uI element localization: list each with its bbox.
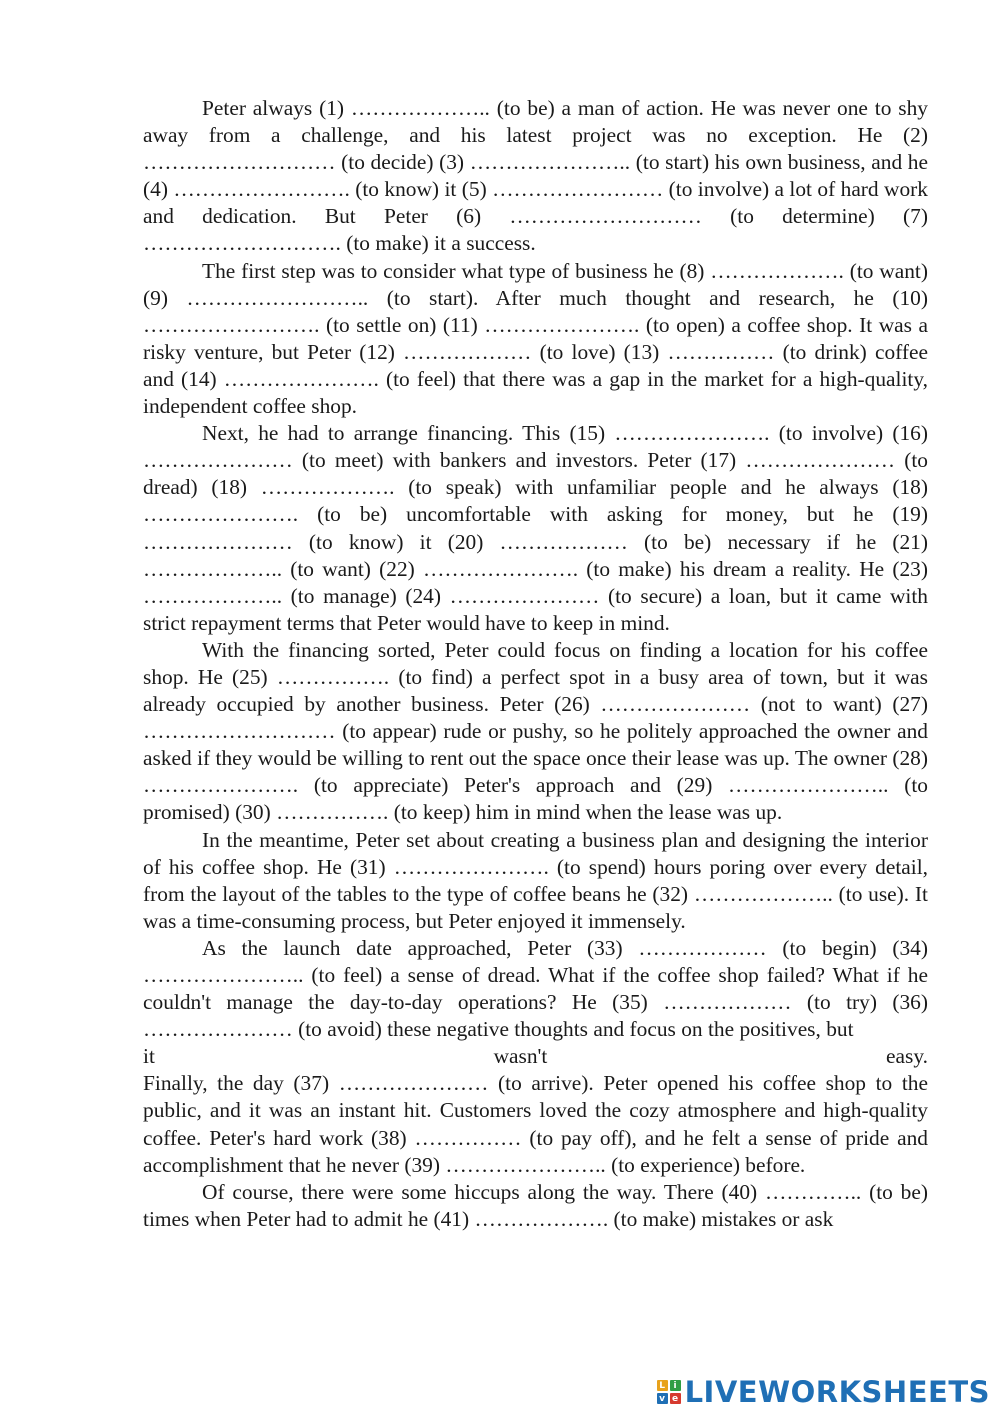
logo-tile-3: v [657, 1393, 668, 1404]
paragraph-1: Peter always (1) ……………….. (to be) a man of action. He was never one to shy away from a challenge, and his latest project was no exception. He (2) ……………………… (to decide) (3) ………………….. (to start) his own business, and he (4) ……………………. (to know) it (5) …………………… (to involve) a lot of hard work and dedication. But Peter (6) ……………………… (to determine) (7) ………………………. (to make) it a success. [143, 96, 928, 256]
paragraph-8: Of course, there were some hiccups along the way. There (40) ………….. (to be) times when Peter had to admit he (41) ………………. (to make) mistakes or ask [143, 1179, 928, 1231]
paragraph-2: The first step was to consider what type of business he (8) ………………. (to want) (9) …………………….. (to start). After much thought and research, he (10) ……………………. (to settle on) (11) …………………. (to open) a coffee shop. It was a risky venture, but Peter (12) ……………… (to love) (13) …………… (to drink) coffee and (14) …………………. (to feel) that there was a gap in the market for a high-quality, independent coffee shop. [143, 258, 928, 419]
paragraph-7: Finally, the day (37) ………………… (to arrive). Peter opened his coffee shop to the public, and it was an instant hit. Customers loved the cozy atmosphere and high-quality coffee. Peter's hard work (38) …………… (to pay off), and he felt a sense of pride and accomplishment that he never (39) ………………….. (to experience) before. [143, 1071, 928, 1177]
paragraph-3: Next, he had to arrange financing. This (15) …………………. (to involve) (16) ………………… (to meet) with bankers and investors. Peter (17) ………………… (to dread) (18) ………………. (to speak) with unfamiliar people and he always (18) …………………. (to be) uncomfortable with asking for money, but he (19) ………………… (to know) it (20) ……………… (to be) necessary if he (21) ……………….. (to want) (22) …………………. (to make) his dream a reality. He (23) ……………….. (to manage) (24) ………………… (to secure) a loan, but it came with strict repayment terms that Peter would have to keep in mind. [143, 421, 928, 635]
paragraph-5: In the meantime, Peter set about creating a business plan and designing the interior of his coffee shop. He (31) …………………. (to spend) hours poring over every detail, from the layout of the tables to the type of coffee beans he (32) ……………….. (to use). It was a time-consuming process, but Peter enjoyed it immensely. [143, 827, 928, 933]
paragraph-6 [143, 935, 928, 1070]
liveworksheets-watermark [657, 1375, 990, 1409]
liveworksheets-wordmark: LIVEWORKSHEETS [684, 1375, 990, 1409]
paragraph-6-body: As the launch date approached, Peter (33) ……………… (to begin) (34) ………………….. (to feel) a sense of dread. What if the coffee shop failed? What if he couldn't manage the day-to-day operations? He (35) ……………… (to try) (36) ………………… (to avoid) these negative thoughts and focus on the positives, but [143, 935, 928, 1042]
paragraph-4: With the financing sorted, Peter could focus on finding a location for his coffee shop. He (25) ……………. (to find) a perfect spot in a busy area of town, but it was already occupied by another business. Peter (26) ………………… (not to want) (27) ……………………… (to appear) rude or pushy, so he politely approached the owner and asked if they would be willing to rent out the space once their lease was up. The owner (28) …………………. (to appreciate) Peter's approach and (29) ………………….. (to promised) (30) ……………. (to keep) him in mind when the lease was up. [143, 637, 928, 825]
paragraph-6-trailing-line: it wasn't easy. [143, 1044, 928, 1069]
logo-tile-2: i [670, 1380, 681, 1391]
liveworksheets-logo-icon [657, 1380, 681, 1404]
logo-tile-1: L [657, 1380, 668, 1391]
worksheet-text [143, 95, 928, 1233]
logo-tile-4: e [670, 1393, 681, 1404]
